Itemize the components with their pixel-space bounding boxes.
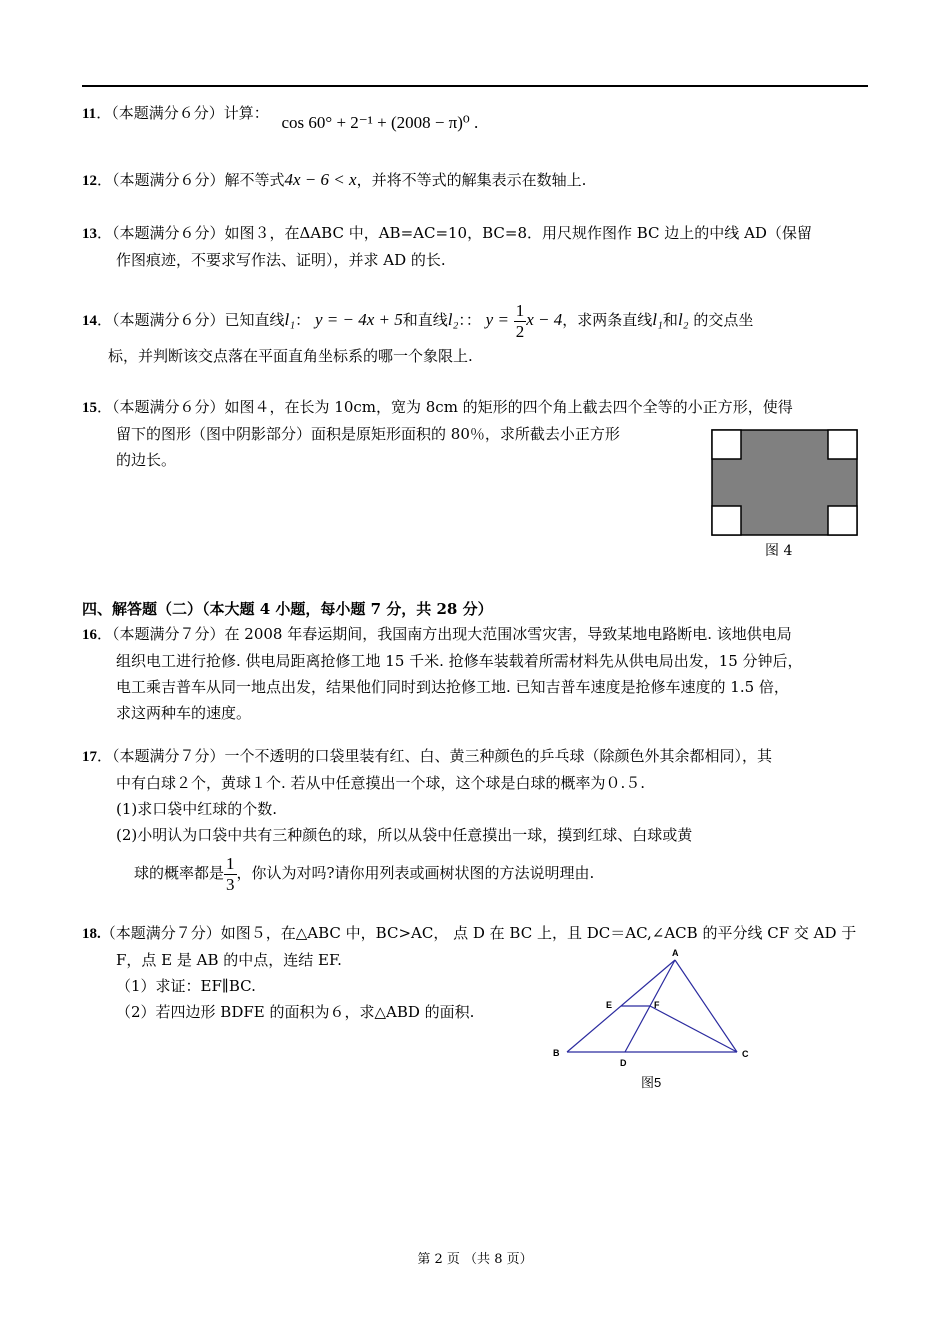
line-l2-ref: l₂ [677, 310, 689, 329]
question-line-1: （本题满分７分）如图５，在△ABC 中，BC>AC， 点 D 在 BC 上，且 DC＝AC,∠ACB 的平分线 CF 交 AD 于 [100, 924, 857, 942]
question-line-4: (2)小明认为口袋中共有三种颜色的球，所以从袋中任意摸出一球，摸到红球、白球或黄 [116, 826, 693, 844]
label-E: E [606, 1000, 613, 1010]
corner-square-top-left [712, 430, 741, 459]
question-number: 11 [82, 106, 97, 122]
question-number: 16 [82, 627, 97, 643]
question-line-2: 留下的图形（图中阴影部分）面积是原矩形面积的 80％，求所截去小正方形 [116, 425, 620, 443]
question-text-post-2: 的交点坐 [693, 311, 754, 329]
question-number: 14 [82, 313, 97, 329]
question-number: 12 [82, 173, 97, 189]
colon: ： [295, 311, 311, 329]
label-F: F [654, 1000, 660, 1010]
fraction-one-half [514, 301, 527, 342]
equation-2-lhs: y = [485, 310, 509, 329]
figure-4-caption: 图 4 [765, 543, 793, 559]
line-5-text: 球的概率都是 [134, 864, 225, 882]
label-B: B [553, 1048, 560, 1058]
line-l2: l₂ [447, 310, 459, 329]
side-AC [675, 960, 737, 1052]
question-line-2: 组织电工进行抢修. 供电局距离抢修工地 15 千米. 抢修车装载着所需材料先从供电局出发，15 分钟后， [116, 652, 803, 670]
numerator: 1 [515, 300, 525, 320]
question-text: ．（本题满分６分）计算： [96, 104, 269, 122]
section-heading: 四、解答题（二）（本大题 4 小题，每小题 7 分，共 28 分） [82, 600, 493, 618]
question-line-1: ．（本题满分７分）在 2008 年春运期间，我国南方出现大范围冰雪灾害，导致某地电路断电. 该地供电局 [97, 625, 792, 643]
denominator: 3 [226, 874, 235, 894]
question-number: 13 [82, 226, 97, 242]
question-number: 15 [82, 400, 97, 416]
denominator: 2 [515, 321, 525, 341]
question-line-3: 的边长。 [116, 451, 177, 469]
line-l1-ref: l₁ [652, 310, 663, 329]
figure-5-triangle [545, 945, 760, 1095]
corner-square-bottom-left [712, 506, 741, 535]
numerator: 1 [226, 853, 235, 873]
question-text: ．（本题满分６分）解不等式 [97, 171, 285, 189]
question-line-2: F，点 E 是 AB 的中点，连结 EF. [116, 951, 342, 969]
header-rule [82, 85, 868, 87]
equation-2-rhs: x − 4 [526, 310, 563, 329]
line-5-text-tail: ，你认为对吗?请你用列表或画树状图的方法说明理由. [236, 864, 595, 882]
page-footer: 第 2 页 （共 8 页） [417, 1252, 533, 1267]
and-word: 和 [662, 311, 678, 329]
figure-5-caption: 图5 [641, 1075, 662, 1090]
question-14 [82, 298, 870, 369]
formula: cos 60° + 2⁻¹ + (2008 − π)⁰ . [281, 113, 479, 132]
figure-4-rectangle [711, 429, 859, 537]
question-12 [82, 167, 870, 194]
question-13 [82, 220, 870, 273]
question-line-5 [82, 848, 870, 898]
question-line-4: 求这两种车的速度。 [116, 704, 252, 722]
question-line-1: ．（本题满分６分）如图３，在ΔABC 中，AB=AC=10，BC=8．用尺规作图作 BC 边上的中线 AD（保留 [97, 224, 812, 242]
question-line-3: 电工乘吉普车从同一地点出发，结果他们同时到达抢修工地. 已知吉普车速度是抢修车速度的 1.5 倍， [116, 678, 789, 696]
question-line-3: (1)求口袋中红球的个数. [116, 800, 278, 818]
question-number: 18. [82, 926, 101, 942]
question-line-4: （2）若四边形 BDFE 的面积为６，求△ABD 的面积. [116, 1003, 475, 1021]
question-line-1: ．（本题满分６分）如图４，在长为 10cm，宽为 8cm 的矩形的四个角上截去四个全等的小正方形，使得 [97, 398, 793, 416]
question-17 [82, 743, 870, 898]
line-l1: l₁ [284, 310, 296, 329]
question-11 [82, 100, 870, 132]
question-number: 17 [82, 749, 97, 765]
segment-CF [650, 1006, 737, 1052]
question-16 [82, 621, 870, 726]
label-C: C [742, 1049, 749, 1059]
question-text-post: ，求两条直线 [562, 311, 653, 329]
fraction-one-third [224, 854, 237, 895]
inequality: 4x − 6 < x [284, 170, 357, 189]
question-line-2: 作图痕迹，不要求写作法、证明），并求 AD 的长. [116, 251, 446, 269]
corner-square-bottom-right [828, 506, 857, 535]
question-text-mid: 和直线 [402, 311, 448, 329]
question-text: ．（本题满分６分）已知直线 [97, 311, 285, 329]
question-text-tail: ，并将不等式的解集表示在数轴上. [356, 171, 587, 189]
label-D: D [620, 1058, 627, 1068]
label-A: A [672, 948, 679, 958]
question-line-2: 标，并判断该交点落在平面直角坐标系的哪一个象限上. [108, 347, 473, 365]
question-line-3: （1）求证：EF∥BC. [116, 977, 256, 995]
equation-1: y = − 4x + 5 [314, 310, 403, 329]
question-line-2: 中有白球２个，黄球１个. 若从中任意摸出一个球，这个球是白球的概率为０.５. [116, 774, 646, 792]
corner-square-top-right [828, 430, 857, 459]
colon-2: ：： [458, 311, 481, 329]
question-line-1: ．（本题满分７分）一个不透明的口袋里装有红、白、黄三种颜色的乒乓球（除颜色外其余都相同），其 [97, 747, 773, 765]
